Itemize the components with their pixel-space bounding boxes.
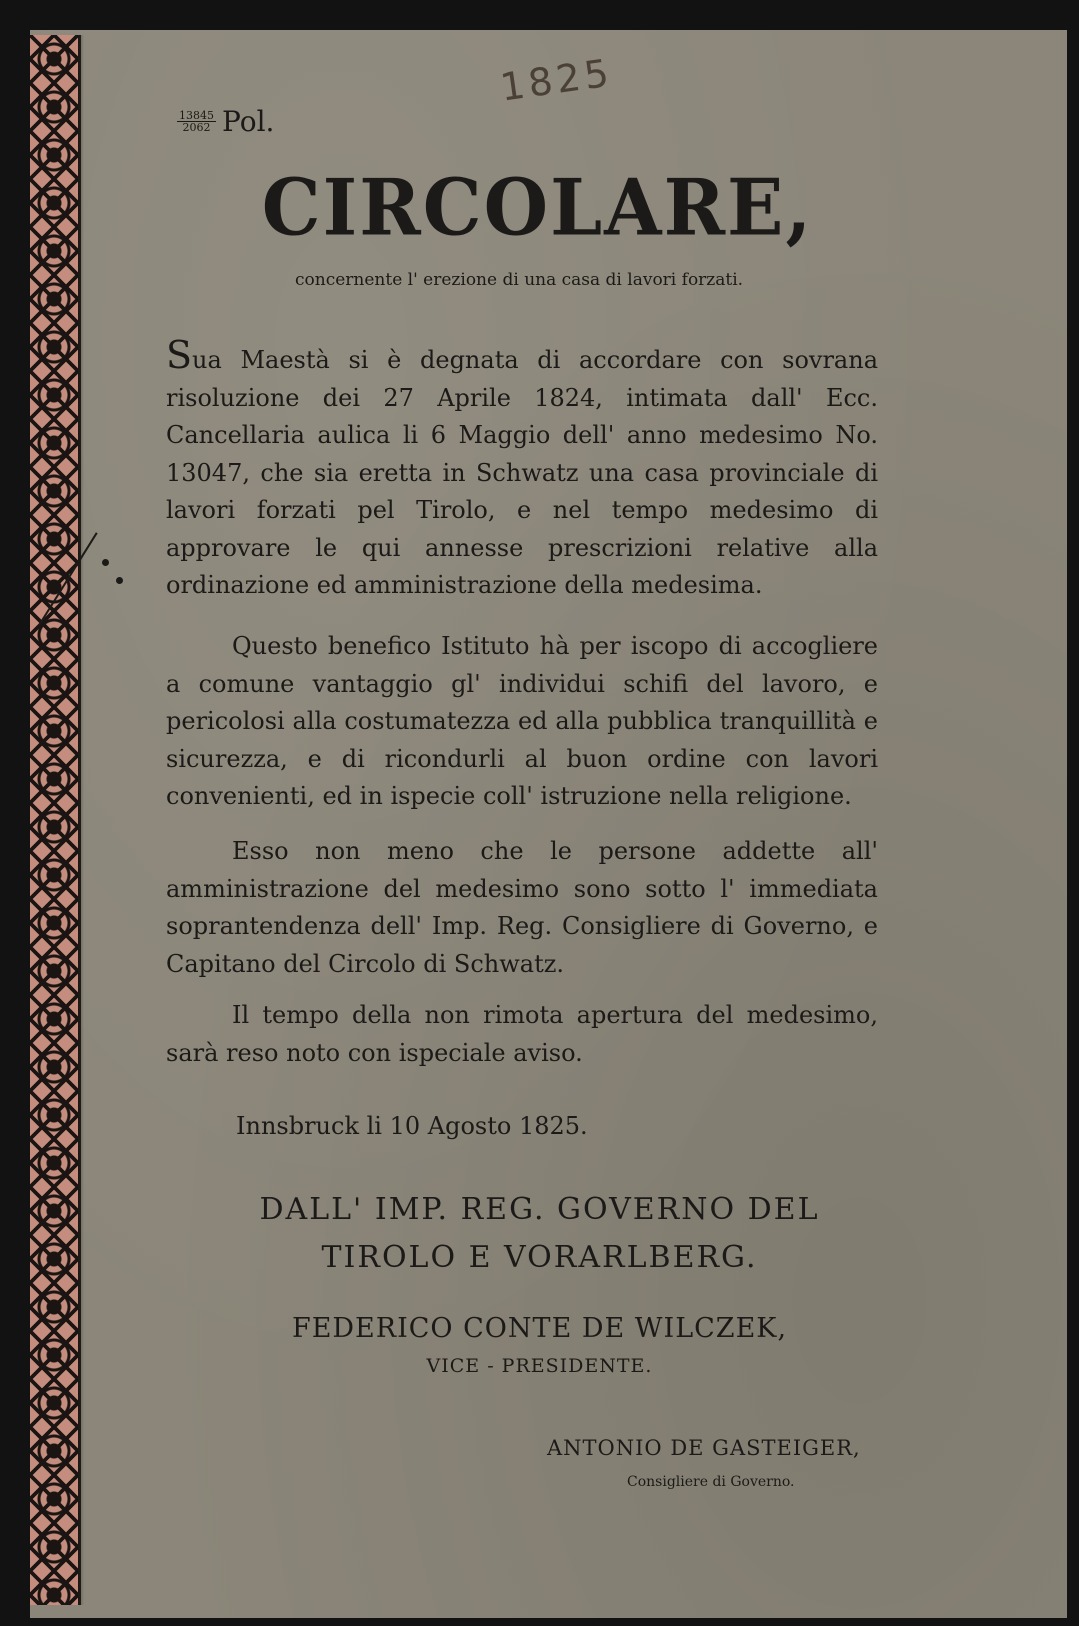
handwritten-year: 1825 [497,50,616,110]
authority-line-1: DALL' IMP. REG. GOVERNO DEL [259,1192,820,1227]
document-title [0,163,1079,253]
authority-line-2: TIROLO E VORARLBERG. [321,1240,758,1275]
signatory-2-role: Consigliere di Governo. [627,1474,795,1490]
paragraph-2: Questo benefico Istituto hà per iscopo di accogliere a comune vantaggio gl' individui schifi del lavoro, e pericolosi alla costumatezza ed alla pubblica tranquillità e sicurezza, e di ricondurli al buon ordine con lavori convenienti, ed in ispecie coll' istruzione nella religione. [166,632,878,810]
reference-number [177,105,274,138]
signatory-1-name: FEDERICO CONTE DE WILCZEK, [291,1313,788,1344]
paragraph-1-text: ua Maestà si è degnata di accordare con sovrana risoluzione dei 27 Aprile 1824, intimata dall' Ecc. Cancellaria aulica li 6 Maggio dell' anno medesimo No. 13047, che sia eretta in Schwatz una casa provinciale di lavori forzati pel Tirolo, e nel tempo medesimo di approvare le qui annesse prescrizioni relative alla ordinazione ed amministrazione della medesima. [166,346,878,599]
place-date: Innsbruck li 10 Agosto 1825. [236,1112,588,1140]
reference-fraction [177,110,216,133]
reference-denominator: 2062 [182,121,211,134]
signatory-2-name: ANTONIO DE GASTEIGER, [547,1436,861,1460]
paragraph-1-initial: S [166,333,193,377]
signatory-1-role: VICE - PRESIDENTE. [426,1355,653,1377]
reference-suffix: Pol. [222,105,275,138]
document-title-text: CIRCOLARE, [261,162,814,254]
paragraph-4: Il tempo della non rimota apertura del medesimo, sarà reso noto con ispeciale aviso. [166,1001,878,1067]
paragraph-3: Esso non meno che le persone addette all' amministrazione del medesimo sono sotto l' immediata soprantendenza dell' Imp. Reg. Consigliere di Governo, e Capitano del Circolo di Schwatz. [166,837,878,978]
margin-mark-dot [102,559,109,566]
margin-mark-dot [116,577,123,584]
paragraph-1 [166,333,878,605]
document-sheet [30,30,1067,1618]
document-subtitle: concernente l' erezione di una casa di lavori forzati. [295,270,744,290]
reference-numerator: 13845 [179,109,214,122]
